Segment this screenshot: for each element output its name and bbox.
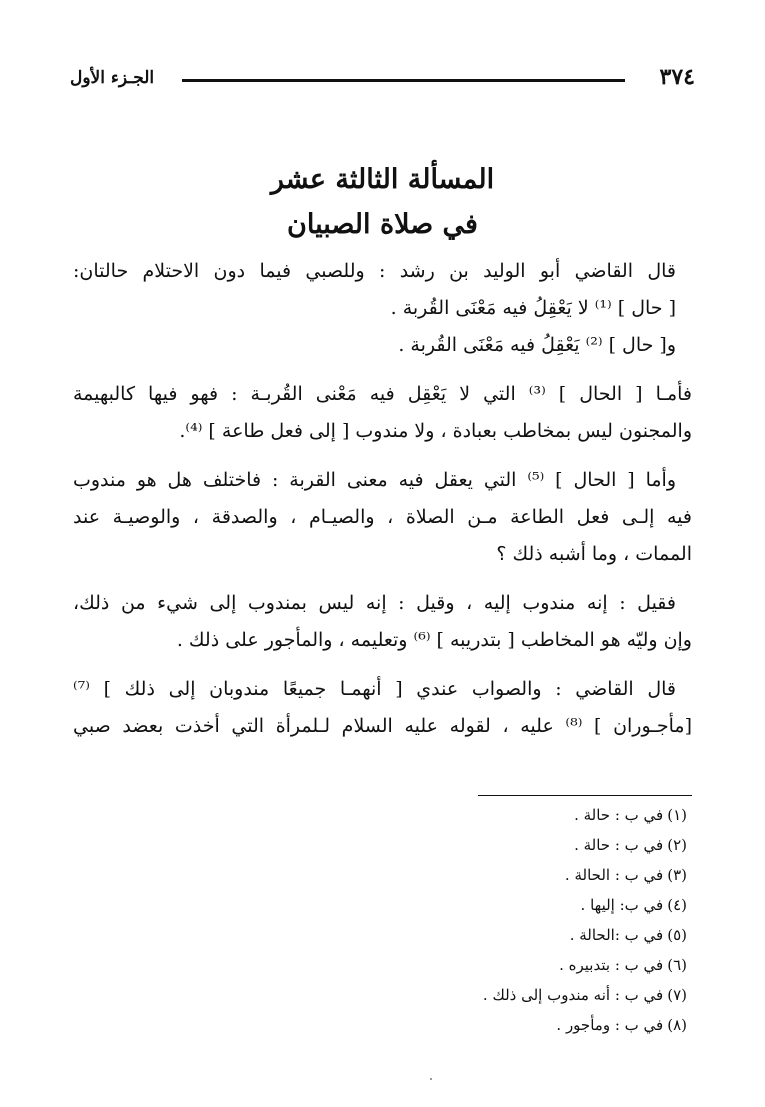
- footnote-number: (٤): [667, 896, 687, 914]
- footnote-text: في ب :الحالة .: [569, 926, 664, 944]
- text-line: وإن وليّه هو المخاطب [ بتدريبه ] ⁽⁶⁾ وتعليمه ، والمأجور على ذلك .: [176, 629, 692, 651]
- chapter-title: المسألة الثالثة عشر: [270, 164, 495, 195]
- text-line: وأما [ الحال ] ⁽⁵⁾ التي يعقل فيه معنى القربة : فاختلف هل هو مندوب: [73, 469, 676, 491]
- footnote-text: في ب : أنه مندوب إلى ذلك .: [482, 986, 664, 1004]
- footnote-text: في ب : بتدبيره .: [559, 956, 664, 974]
- header-rule: [182, 79, 625, 82]
- text-line: قال القاضي : والصواب عندي [ أنهمـا جميعًا مندوبان إلى ذلك ] ⁽⁷⁾: [73, 678, 676, 700]
- footnote: [483, 830, 687, 860]
- footnote: [483, 980, 687, 1010]
- text-line: و[ حال ] ⁽²⁾ يَعْقِلُ فيه مَعْنَى القُربة .: [398, 334, 676, 356]
- footnote-text: في ب : حالة .: [574, 836, 664, 854]
- footnote: [483, 890, 687, 920]
- footnote: [483, 800, 687, 830]
- footnote-number: (٥): [667, 926, 687, 944]
- text-line: والمجنون ليس بمخاطب بعبادة ، ولا مندوب [ إلى فعل طاعة ] ⁽⁴⁾.: [179, 420, 692, 442]
- scan-dot: [430, 1078, 432, 1080]
- footnote-number: (٣): [667, 866, 687, 884]
- footnote: [483, 950, 687, 980]
- text-line: فقيل : إنه مندوب إليه ، وقيل : إنه ليس بمندوب إلى شيء من ذلك،: [73, 592, 676, 614]
- text-line: فيه إلـى فعل الطاعة مـن الصلاة ، والصيـام ، والصدقة ، والوصيـة عند: [73, 506, 692, 528]
- page-number: ٣٧٤: [659, 64, 695, 90]
- footnote-text: في ب: إليها .: [580, 896, 664, 914]
- text-line: [ حال ] ⁽¹⁾ لا يَعْقِلُ فيه مَعْنَى القُربة .: [390, 297, 676, 319]
- body-text: [73, 253, 692, 745]
- footnote-number: (٦): [667, 956, 687, 974]
- volume-title: الجـزء الأول: [70, 68, 155, 88]
- footnotes: [483, 800, 687, 1040]
- footnote-number: (٢): [667, 836, 687, 854]
- footnote-number: (١): [667, 806, 687, 824]
- footnote-number: (٧): [667, 986, 687, 1004]
- text-line: قال القاضي أبو الوليد بن رشد : وللصبي فيما دون الاحتلام حالتان:: [73, 260, 676, 282]
- footnote-rule: [478, 795, 692, 796]
- page-header: [70, 62, 695, 98]
- footnote: [483, 860, 687, 890]
- footnote: [483, 1010, 687, 1040]
- text-line: الممات ، وما أشبه ذلك ؟: [496, 543, 692, 565]
- paragraph-gap: [73, 450, 692, 462]
- text-line: فأمـا [ الحال ] ⁽³⁾ التي لا يَعْقِل فيه مَعْنى القُربـة : فهو فيها كالبهيمة: [73, 383, 692, 405]
- paragraph-gap: [73, 364, 692, 376]
- paragraph-gap: [73, 573, 692, 585]
- footnote-text: في ب : الحالة .: [564, 866, 664, 884]
- footnote-text: في ب : حالة .: [574, 806, 664, 824]
- footnote-text: في ب : ومأجور .: [556, 1016, 664, 1034]
- paragraph-gap: [73, 659, 692, 671]
- footnote-number: (٨): [667, 1016, 687, 1034]
- chapter-subtitle: في صلاة الصبيان: [287, 209, 478, 240]
- footnote: [483, 920, 687, 950]
- text-line: [مأجـوران ] ⁽⁸⁾ عليه ، لقوله عليه السلام لـلمرأة التي أخذت بعضد صبي: [73, 715, 692, 737]
